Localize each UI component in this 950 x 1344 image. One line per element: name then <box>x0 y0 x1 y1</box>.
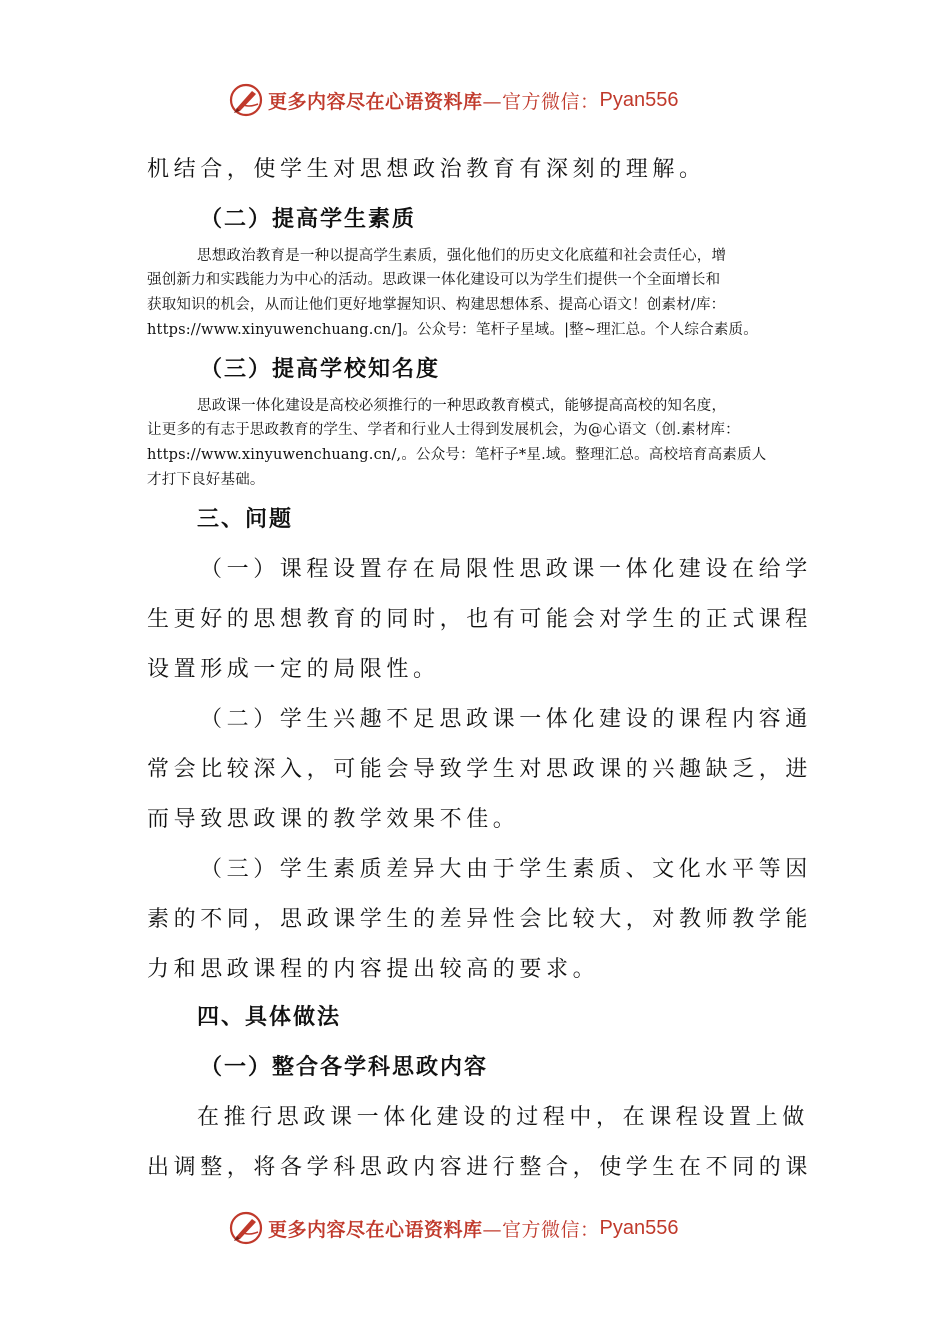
problem-item-line: 生更好的思想教育的同时，也有可能会对学生的正式课程 <box>147 607 813 632</box>
problem-item-line: （二）学生兴趣不足思政课一体化建设的课程内容通 <box>200 707 812 732</box>
section-heading-improve-reputation: （三）提高学校知名度 <box>200 357 441 382</box>
problem-item-line: 设置形成一定的局限性。 <box>147 657 440 682</box>
banner-contact-label: —官方微信： <box>482 90 600 113</box>
problem-item-line: 素的不同，思政课学生的差异性会比较大，对教师教学能 <box>147 907 813 932</box>
banner-wechat-id: Pyan556 <box>599 88 679 111</box>
problem-item-line: 常会比较深入，可能会导致学生对思政课的兴趣缺乏，进 <box>147 757 813 782</box>
section-heading-problems: 三、问题 <box>197 507 294 532</box>
paragraph-line: 强创新力和实践能力为中心的活动。思政课一体化建设可以为学生们提供一个全面增长和 <box>147 272 721 288</box>
paragraph-line: 让更多的有志于思政教育的学生、学者和行业人士得到发展机会，为@心语文（创.素材库： <box>147 422 740 438</box>
paragraph-line: 获取知识的机会，从而让他们更好地掌握知识、构建思想体系、提高心语文！创素材/库： <box>147 297 726 313</box>
problem-item-line: （一）课程设置存在局限性思政课一体化建设在给学 <box>200 557 812 582</box>
paragraph-line: 在推行思政课一体化建设的过程中，在课程设置上做 <box>197 1105 809 1130</box>
section-heading-improve-quality: （二）提高学生素质 <box>200 207 417 232</box>
problem-item-line: （三）学生素质差异大由于学生素质、文化水平等因 <box>200 857 812 882</box>
footer-watermark-banner <box>0 1208 950 1248</box>
problem-item-line: 力和思政课程的内容提出较高的要求。 <box>147 957 600 982</box>
problem-item-line: 而导致思政课的教学效果不佳。 <box>147 807 520 832</box>
section-heading-methods: 四、具体做法 <box>197 1005 342 1030</box>
paragraph-line: 才打下良好基础。 <box>147 472 265 488</box>
paragraph-line: https://www.xinyuwenchuang.cn/,。公众号：笔杆子*星.域。整理汇总。高校培育高素质人 <box>147 447 767 463</box>
banner-contact-label: —官方微信： <box>482 1218 600 1241</box>
header-watermark-banner <box>0 80 950 120</box>
paragraph-line: 出调整，将各学科思政内容进行整合，使学生在不同的课 <box>147 1155 813 1180</box>
subsection-heading-integrate: （一）整合各学科思政内容 <box>200 1055 489 1080</box>
paragraph-line: https://www.xinyuwenchuang.cn/]。公众号：笔杆子星域。|整~理汇总。个人综合素质。 <box>147 322 758 338</box>
banner-brand-text: 更多内容尽在心语资料库 <box>268 1218 483 1241</box>
intro-tail-line: 机结合，使学生对思想政治教育有深刻的理解。 <box>147 157 706 182</box>
paragraph-line: 思想政治教育是一种以提高学生素质，强化他们的历史文化底蕴和社会责任心，增 <box>197 248 727 264</box>
pen-logo-icon <box>228 82 264 118</box>
pen-logo-icon <box>228 1210 264 1246</box>
paragraph-line: 思政课一体化建设是高校必须推行的一种思政教育模式，能够提高高校的知名度， <box>197 398 727 414</box>
banner-brand-text: 更多内容尽在心语资料库 <box>268 90 483 113</box>
banner-wechat-id: Pyan556 <box>599 1216 679 1239</box>
